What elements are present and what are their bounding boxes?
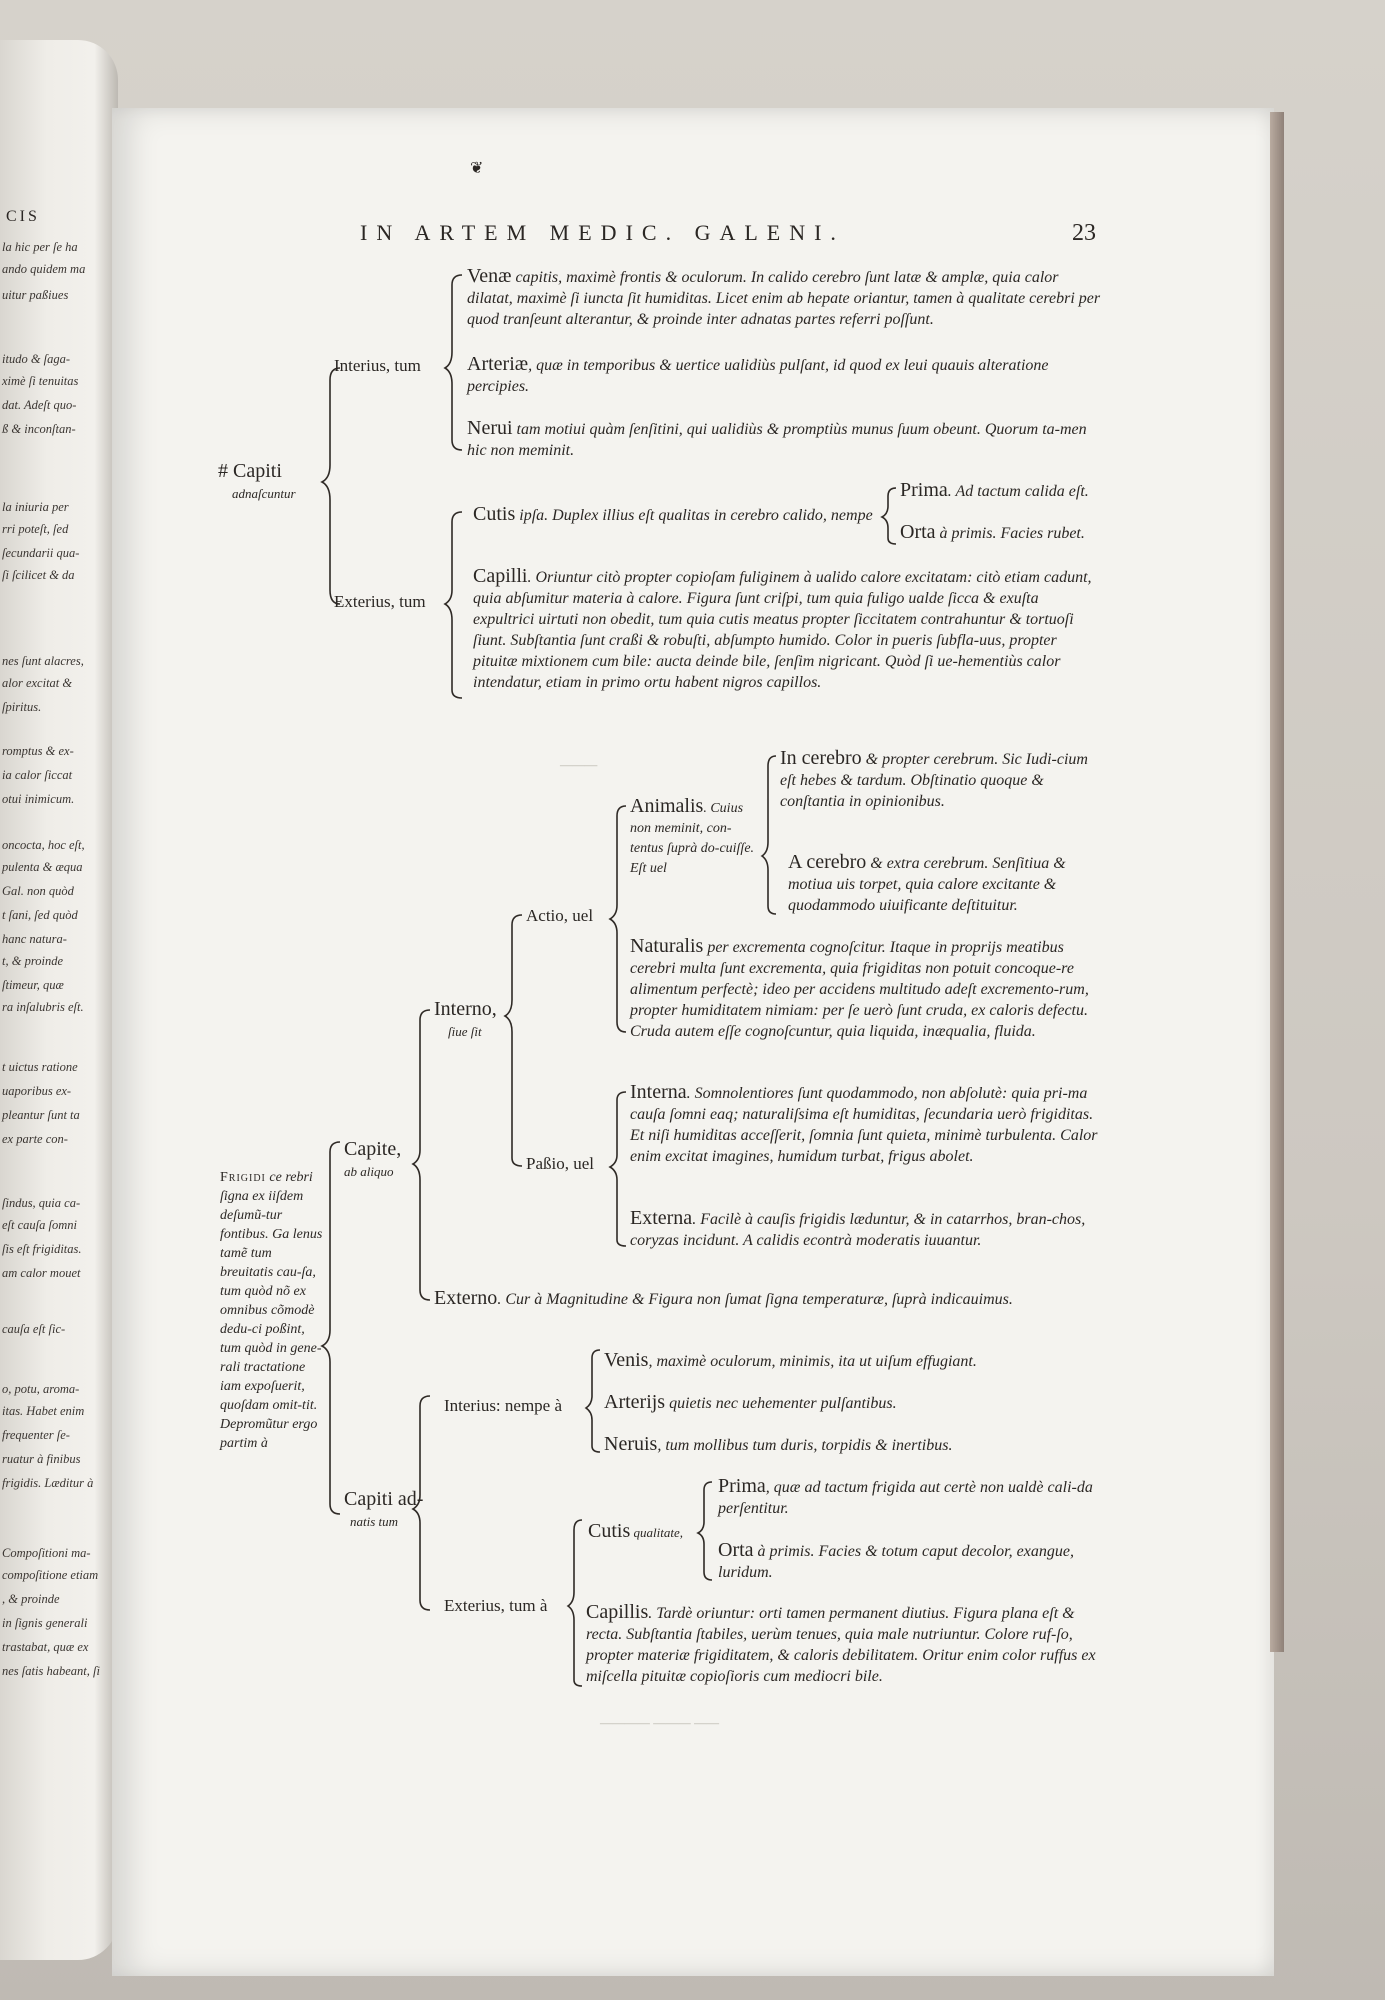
left-page-line: uitur paßiues [2,288,69,302]
left-page-line: , & proinde [2,1592,60,1606]
cutis-entry: Cutis ipſa. Duplex illius eſt qualitas in cerebro calido, nempe [473,503,873,525]
brace-interius [445,275,462,450]
capite-label: Capite, ab aliquo [344,1138,402,1179]
interna-entry: Interna. Somnolentiores ſunt quodammodo, non abſolutè: quia pri-ma cauſa ſomni eaq; naturaliſsima eſt humiditas, ſecundaria uerò frigiditas. Et niſi humiditas acceſſerit, ſomnia ſunt quieta, minimè turbulenta. Calor enim excitat imagines, humidum turbat, frigus abolet. [630,1081,1098,1165]
left-page-heading: CIS [6,208,40,225]
left-page-line: am calor mouet [2,1266,81,1280]
externo-entry: Externo. Cur à Magnitudine & Figura non ſumat ſigna temperaturæ, ſuprà indicauimus. [434,1287,1013,1309]
show-through-text: ——— [560,758,598,773]
brace-cutis2 [698,1482,712,1580]
nerui-entry: Nerui tam motiui quàm ſenſitini, qui ualidiùs & promptiùs munus ſuum obeunt. Quorum ta-men hic non meminit. [467,417,1087,459]
interno-label: Interno, ſiue ſit [434,998,497,1039]
left-page-line: la hic per ſe ha [2,240,78,254]
capiti-adnatis-label: Capiti ad- natis tum [344,1488,424,1529]
left-page-line: oncocta, hoc eſt, [2,838,85,852]
left-page-line: o, potu, aroma- [2,1382,80,1396]
venis-entry: Venis, maximè oculorum, minimis, ita ut uiſum effugiant. [604,1349,977,1371]
a-cerebro-entry: A cerebro & extra cerebrum. Senſitiua & motiua uis torpet, quia calore excitante & quodammodo uiuificante deſtituitur. [788,851,1066,914]
show-through-text-2: ———— ——— —— [600,1716,720,1731]
passio-label: Paßio, uel [526,1154,594,1173]
left-page-line: Gal. non quòd [2,884,74,898]
actio-label: Actio, uel [526,906,594,925]
exterius-label: Exterius, tum [334,592,426,611]
left-page-line: nes ſunt alacres, [2,654,84,668]
cutis2-label: Cutis qualitate, [588,1520,683,1542]
externa-entry: Externa. Facilè à cauſis frigidis læduntur, & in catarrhos, bran-chos, coryzas incidunt. A calidis econtrà moderatis iuuantur. [630,1207,1086,1249]
brace-passio [610,1092,626,1246]
interius-label: Interius, tum [334,356,421,375]
left-page-line: eſt cauſa ſomni [2,1218,77,1232]
left-page-line: ſtimeur, quæ [2,978,64,992]
left-page-line: Compoſitioni ma- [2,1546,91,1560]
left-page-line: uaporibus ex- [2,1084,72,1098]
left-page-line: trastabat, quæ ex [2,1640,89,1654]
frigidi-note: Frigidi ce rebri ſigna ex iiſdem deſumũ-tur fontibus. Ga lenus tamẽ tum breuitatis cau-ſa, tum quòd nõ ex omnibus cõmodè dedu-ci poßint, tum quòd in gene-rali tractatione iam expoſuerit, quoſdam omit-tit. Depromũtur ergo partim à [220,1170,323,1451]
capiti-title: # Capiti [218,460,282,482]
left-page-line: ex parte con- [2,1132,68,1146]
orta-entry: Orta à primis. Facies rubet. [900,521,1085,543]
left-page-line: la iniuria per [2,500,69,514]
left-page-line: itas. Habet enim [2,1404,85,1418]
capillis-entry: Capillis. Tardè oriuntur: orti tamen permanent diutius. Figura plana eſt & recta. Subſtantia ſtabiles, uerùm tenues, quia male nutriuntur. Colore ruf-ſo, propter materiæ frigiditatem, & caloris debilitatem. Oritur enim color ruffus ex miſcella pituitæ copioſioris cum mediocri bile. [586,1601,1096,1685]
capiti-sub: adnaſcuntur [232,486,296,501]
brace-capiti [322,368,340,604]
page-number: 23 [1072,220,1096,246]
ornament: ❦ [470,160,484,177]
prima2-entry: Prima, quæ ad tactum frigida aut certè non ualdè cali-da perſentitur. [718,1475,1093,1517]
left-page-line: pleantur ſunt ta [2,1108,80,1122]
brace-exterius [445,512,462,698]
running-title: IN ARTEM MEDIC. GALENI. [360,220,845,245]
brace-animalis [762,756,776,914]
left-page-line: cauſa eſt ſic- [2,1322,66,1336]
left-page-line: ando quidem ma [2,262,86,276]
left-page-line: romptus & ex- [2,744,74,758]
capiti-label [218,460,296,503]
left-page-line: compoſitione etiam [2,1568,99,1582]
left-page-line: in ſignis generali [2,1616,88,1630]
left-page-line: ruatur à finibus [2,1452,81,1466]
left-page-line: ſi ſcilicet & da [2,568,75,582]
left-page-line: t, & proinde [2,954,63,968]
left-page-line: frequenter ſe- [2,1428,70,1442]
arterijs-entry: Arterijs quietis nec uehementer pulſantibus. [604,1391,897,1413]
in-cerebro-entry: In cerebro & propter cerebrum. Sic Iudi-cium eſt hebes & tardum. Obſtinatio quoque & conſtantia in opinionibus. [780,747,1088,810]
left-page-line: rri poteſt, ſed [2,522,69,536]
left-page-line: dat. Adeſt quo- [2,398,77,412]
left-page-line: ia calor ſiccat [2,768,73,782]
arteriae-entry: Arteriæ, quæ in temporibus & uertice ualidiùs pulſant, id quod ex leui quauis alteratione percipies. [467,353,1049,395]
left-page-line: alor excitat & [2,676,73,690]
left-page-line: ra inſalubris eſt. [2,1000,84,1014]
brace-capite [413,1010,430,1300]
left-page-line: ſpiritus. [2,700,42,714]
left-page-line: t uictus ratione [2,1060,78,1074]
exterius2-label: Exterius, tum à [444,1596,548,1615]
left-page-line: hanc natura- [2,932,67,946]
left-page-line: ſecundarii qua- [2,546,80,560]
left-page-line: ximè ſi tenuitas [2,374,79,388]
venae-entry: Venæ capitis, maximè frontis & oculorum. In calido cerebro ſunt latæ & amplæ, quia calor dilatat, maximè ſi iuncta ſit humiditas. Licet enim ab hepate oriantur, tamen à qualitate cerebri per quod tranſeunt alterantur, & proinde inter adnatas partes referri poſſunt. [467,265,1101,328]
naturalis-entry: Naturalis per excrementa cognoſcitur. Itaque in proprijs meatibus cerebri multa ſunt excrementa, quia frigiditas non potuit concoque-re alimentum perfectè; ideo per accidens multitudo adeſt excremento-rum, propter humiditatem nimiam: per ſe uerò ſunt cruda, ex caloris defectu. Cruda autem eſſe cognoſcuntur, quia liquida, inæqualia, fluida. [630,935,1089,1040]
brace-actio [610,806,626,1032]
prima-entry: Prima. Ad tactum calida eſt. [900,479,1089,501]
interius2-label: Interius: nempe à [444,1396,563,1415]
orta2-entry: Orta à primis. Facies & totum caput decolor, exangue, luridum. [718,1539,1074,1581]
brace-exterius2 [568,1520,582,1686]
left-page-line: frigidis. Læditur à [2,1476,94,1490]
left-page-line: ſindus, quia ca- [2,1196,81,1210]
left-page-line: ß & inconſtan- [2,422,76,436]
left-page-line: otui inimicum. [2,792,75,806]
animalis-entry: Animalis. Cuius non meminit, con-tentus ſuprà do-cuiſſe. Eſt uel [630,795,755,876]
left-page-line: itudo & ſaga- [2,352,71,366]
left-page-line: t ſani, ſed quòd [2,908,78,922]
left-page-line: nes ſatis habeant, ſi [2,1664,100,1678]
brace-interno [505,915,522,1166]
left-page-line: ſis eſt frigiditas. [2,1242,82,1256]
neruis-entry: Neruis, tum mollibus tum duris, torpidis & inertibus. [604,1433,953,1455]
capilli-entry: Capilli. Oriuntur citò propter copioſam fuliginem à ualido calore excitatam: citò etiam cadunt, quia abſumitur materia à calore. Figura ſunt criſpi, tum quia fuligo ualde ſicca & exuſta expultrici uirtuti non obedit, tum quia cutis meatus propter ſiccitatem contrahuntur & tortuoſi ſiunt. Subſtantia ſunt craßi & robuſti, abſumpto humido. Color in pueris ſubfla-uus, propter pituitæ mixtionem cum bile: aucta deinde bile, ſenſim nigricant. Quòd ſi ue-hementiùs calor intendatur, etiam in primo ortu habent nigros capillos. [473,565,1092,691]
brace-interius2 [586,1350,600,1452]
left-page-line: pulenta & æqua [2,860,83,874]
